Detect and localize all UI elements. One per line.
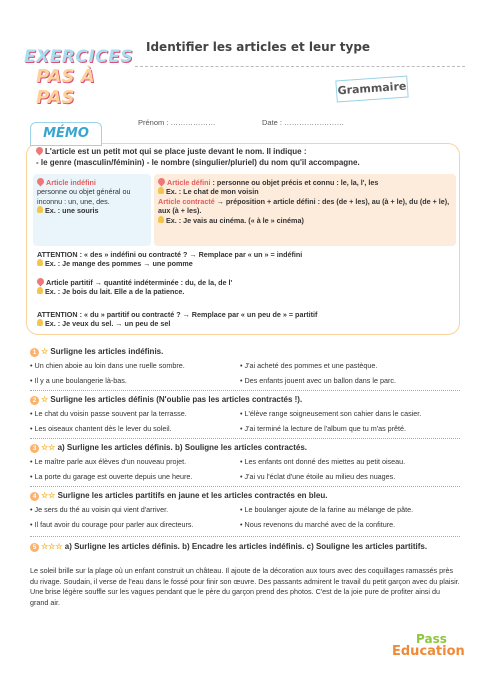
exercise-2-right: • L'élève range soigneusement son cahier dans le casier. • J'ai terminé la lecture de l'album que tu m'as prêté.: [240, 409, 422, 434]
lightbulb-icon: [37, 319, 43, 326]
divider: [30, 486, 460, 487]
contract-title: Article contracté: [158, 196, 215, 206]
partitive-line: Article partitif → quantité indéterminée : du, de la, de l': [46, 278, 233, 287]
exercise-1-left: • Un chien aboie au loin dans une ruelle sombre. • Il y a une boulangerie là-bas.: [30, 361, 185, 386]
pin-icon: [35, 146, 45, 156]
contract-description: → préposition + article défini : des (de + les), au (à + le), du (de + le), aux (à + les).: [158, 196, 450, 216]
partitive-example: Ex. : Je bois du lait. Elle a de la patience.: [45, 287, 185, 297]
indefinite-article-text: [37, 178, 149, 216]
divider: [30, 390, 460, 391]
memo-tab: MÉMO: [30, 122, 102, 146]
pin-icon: [36, 277, 46, 287]
pin-icon: [36, 177, 46, 187]
pin-icon: [157, 177, 167, 187]
exercise-5-paragraph: Le soleil brille sur la plage où un enfant construit un château. Il ajoute de la décoration aux tours avec des coquillages ramassés près du rivage. Soudain, il verse de l'eau dans le fossé pour finir son œuvre. Des passants admirent le travail du petit garçon avec du plaisir. Une brise légère souffle sur les vagues pendant que le père du garçon prend des photos. C'est de la joie pure de profiter ainsi du grand air.: [30, 566, 460, 607]
attention-2: [37, 310, 457, 329]
exercise-2-left: • Le chat du voisin passe souvent par la terrasse. • Les oiseaux chantent dès le lever du soleil.: [30, 409, 187, 434]
exercise-1-right: • J'ai acheté des pommes et une pastèque. • Des enfants jouent avec un ballon dans le parc.: [240, 361, 396, 386]
attention-1: [37, 250, 457, 269]
logo-line2: PAS À PAS: [36, 66, 95, 108]
exercise-5-instruction: 5 ☆☆☆ a) Surligne les articles définis. b) Encadre les articles indéfinis. c) Souligne les articles partitifs.: [30, 542, 460, 553]
subject-label: Grammaire: [335, 76, 408, 103]
attention-1-text: ATTENTION : « des » indéfini ou contracté ? → Remplace par « un » = indéfini: [37, 250, 303, 259]
def-example: Ex. : Le chat de mon voisin: [166, 187, 259, 197]
memo-intro-2: - le genre (masculin/féminin) - le nombre (singulier/pluriel) du nom qu'il accompagne.: [36, 158, 360, 167]
page-title: Identifier les articles et leur type: [146, 40, 371, 54]
indef-description: personne ou objet général ou inconnu : un, une, des.: [37, 187, 131, 206]
attention-2-text: ATTENTION : « du » partitif ou contracté ? → Remplace par « un peu de » = partitif: [37, 310, 318, 319]
lightbulb-icon: [37, 287, 43, 294]
contract-example: Ex. : Je vais au cinéma. (« à le » cinéma): [166, 215, 304, 225]
indef-title: Article indéfini: [46, 178, 96, 187]
exercise-4-instruction: 4 ☆☆ Surligne les articles partitifs en jaune et les articles contractés en bleu.: [30, 491, 460, 502]
lightbulb-icon: [37, 259, 43, 266]
partitive-article: [37, 278, 457, 297]
exercise-1-instruction: 1 ☆ Surligne les articles indéfinis.: [30, 347, 460, 358]
exercise-4-left: • Je sers du thé au voisin qui vient d'arriver. • Il faut avoir du courage pour parler aux directeurs.: [30, 505, 194, 530]
exercise-3-instruction: 3 ☆☆ a) Surligne les articles définis. b) Souligne les articles contractés.: [30, 443, 460, 454]
title-divider: [135, 66, 465, 67]
logo-line1: EXERCICES: [24, 47, 134, 67]
exercise-3-left: • Le maître parle aux élèves d'un nouveau projet. • La porte du garage est ouverte depuis une heure.: [30, 457, 193, 482]
def-description: : personne ou objet précis et connu : le, la, l', les: [212, 178, 379, 187]
lightbulb-icon: [37, 206, 43, 213]
exercise-2-instruction: 2 ☆ Surligne les articles définis (N'oublie pas les articles contractés !).: [30, 395, 460, 406]
exercise-4-right: • Le boulanger ajoute de la farine au mélange de pâte. • Nous revenons du marché avec de la confiture.: [240, 505, 414, 530]
definite-article-text: [158, 178, 454, 225]
prenom-field[interactable]: Prénom : ………………: [138, 118, 216, 127]
lightbulb-icon: [158, 187, 164, 194]
def-title: Article défini: [167, 178, 211, 187]
attention-2-example: Ex. : Je veux du sel. → un peu de sel: [45, 319, 171, 329]
memo-intro-1: L'article est un petit mot qui se place juste devant le nom. Il indique :: [36, 147, 456, 158]
indef-example: Ex. : une souris: [45, 206, 99, 216]
exercices-pas-a-pas-logo: [10, 47, 134, 108]
date-field[interactable]: Date : ……………………: [262, 118, 345, 127]
lightbulb-icon: [158, 216, 164, 223]
attention-1-example: Ex. : Je mange des pommes → une pomme: [45, 259, 193, 269]
divider: [30, 536, 460, 537]
exercise-3-right: • Les enfants ont donné des miettes au petit oiseau. • J'ai vu l'éclat d'une étoile au milieu des nuages.: [240, 457, 406, 482]
divider: [30, 438, 460, 439]
